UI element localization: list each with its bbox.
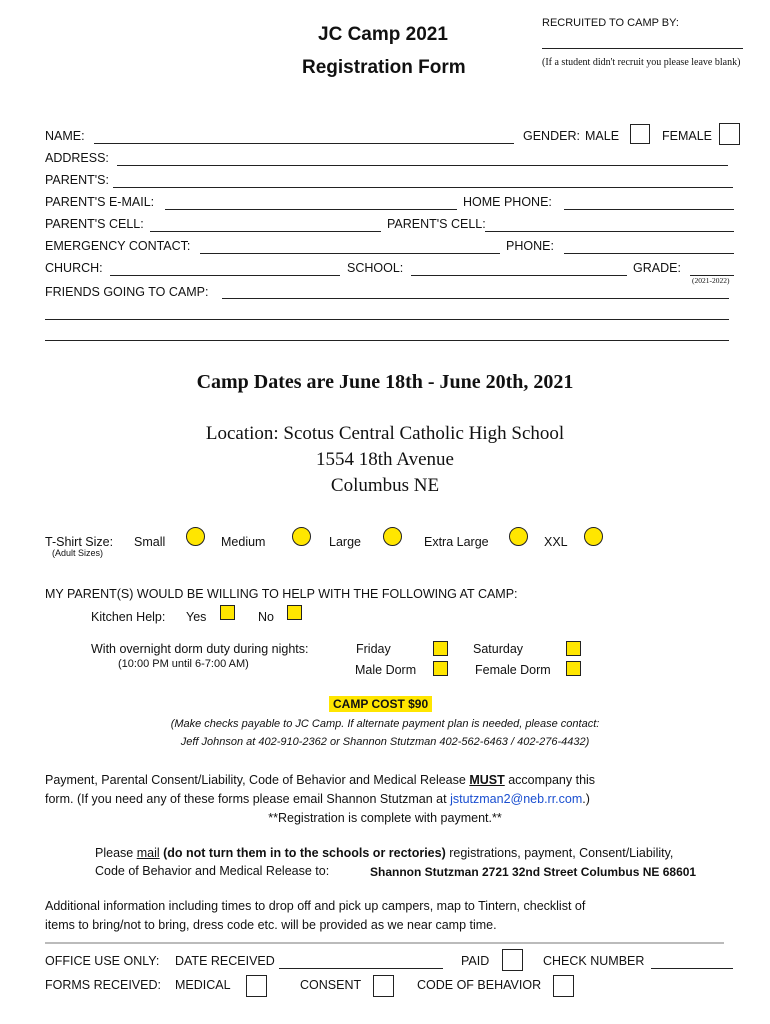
dorm-duty-label: With overnight dorm duty during nights: — [91, 642, 309, 656]
female-dorm-checkbox[interactable] — [566, 661, 581, 676]
parent-email-input-line[interactable] — [165, 209, 457, 210]
kitchen-yes-checkbox[interactable] — [220, 605, 235, 620]
size-large-radio[interactable] — [383, 527, 402, 546]
friends-label: FRIENDS GOING TO CAMP: — [45, 285, 209, 299]
school-input-line[interactable] — [411, 275, 627, 276]
home-phone-input-line[interactable] — [564, 209, 734, 210]
size-large-label: Large — [329, 535, 361, 549]
parents-label: PARENT'S: — [45, 173, 109, 187]
mail-line1: Please mail (do not turn them in to the schools or rectories) registrations, payment, Consent/Liability, — [95, 846, 674, 860]
tshirt-note: (Adult Sizes) — [52, 548, 104, 558]
code-of-behavior-label: CODE OF BEHAVIOR — [417, 978, 542, 992]
parent-cell-2-label: PARENT'S CELL: — [387, 217, 486, 231]
form-title-line1: JC Camp 2021 — [318, 24, 448, 45]
medical-checkbox[interactable] — [246, 975, 267, 997]
location-line2: 1554 18th Avenue — [316, 449, 454, 470]
female-checkbox[interactable] — [719, 123, 740, 145]
must-emphasis: MUST — [469, 773, 505, 787]
consent-checkbox[interactable] — [373, 975, 394, 997]
dorm-hours: (10:00 PM until 6-7:00 AM) — [118, 658, 249, 670]
grade-label: GRADE: — [633, 261, 681, 275]
parent-email-label: PARENT'S E-MAIL: — [45, 195, 155, 209]
emergency-contact-input-line[interactable] — [200, 253, 500, 254]
check-number-label: CHECK NUMBER — [543, 954, 645, 968]
medical-label: MEDICAL — [175, 978, 231, 992]
parent-cell-1-label: PARENT'S CELL: — [45, 217, 144, 231]
name-input-line[interactable] — [94, 143, 514, 144]
name-label: NAME: — [45, 129, 85, 143]
gender-label: GENDER: — [523, 129, 580, 143]
payment-line3: **Registration is complete with payment.** — [268, 811, 502, 825]
female-dorm-label: Female Dorm — [475, 663, 551, 677]
saturday-checkbox[interactable] — [566, 641, 581, 656]
parents-input-line[interactable] — [113, 187, 733, 188]
payment-line1: Payment, Parental Consent/Liability, Code of Behavior and Medical Release MUST accompany this — [45, 773, 596, 787]
phone-label: PHONE: — [506, 239, 554, 253]
church-input-line[interactable] — [110, 275, 340, 276]
help-heading: MY PARENT(S) WOULD BE WILLING TO HELP WITH THE FOLLOWING AT CAMP: — [45, 587, 518, 601]
check-number-input-line[interactable] — [651, 968, 733, 969]
size-small-label: Small — [134, 535, 166, 549]
parent-cell-2-input-line[interactable] — [485, 231, 734, 232]
code-of-behavior-checkbox[interactable] — [553, 975, 574, 997]
additional-line1: Additional information including times to drop off and pick up campers, map to Tintern, checklist of — [45, 899, 586, 913]
phone-input-line[interactable] — [564, 253, 734, 254]
grade-note: (2021-2022) — [692, 276, 730, 285]
kitchen-no-checkbox[interactable] — [287, 605, 302, 620]
mail-emphasis: mail — [136, 846, 160, 860]
mail-address: Shannon Stutzman 2721 32nd Street Columbus NE 68601 — [370, 865, 697, 879]
address-label: ADDRESS: — [45, 151, 109, 165]
email-link[interactable]: jstutzman2@neb.rr.com — [450, 792, 583, 806]
address-input-line[interactable] — [117, 165, 728, 166]
friends-input-line-3[interactable] — [45, 340, 729, 341]
office-divider — [45, 942, 724, 944]
date-received-input-line[interactable] — [279, 968, 443, 969]
consent-label: CONSENT — [300, 978, 362, 992]
friends-input-line-2[interactable] — [45, 319, 729, 320]
church-label: CHURCH: — [45, 261, 103, 275]
date-received-label: DATE RECEIVED — [175, 954, 275, 968]
location-line3: Columbus NE — [330, 475, 440, 496]
office-use-label: OFFICE USE ONLY: — [45, 954, 160, 968]
home-phone-label: HOME PHONE: — [463, 195, 552, 209]
saturday-label: Saturday — [473, 642, 524, 656]
form-title-line2: Registration Form — [302, 57, 466, 78]
parent-cell-1-input-line[interactable] — [150, 231, 381, 232]
male-dorm-checkbox[interactable] — [433, 661, 448, 676]
cost-note-line2: Jeff Johnson at 402-910-2362 or Shannon Stutzman 402-562-6463 / 402-276-4432) — [180, 736, 590, 748]
tshirt-label: T-Shirt Size: — [45, 535, 114, 549]
female-label: FEMALE — [662, 129, 713, 143]
recruited-note: (If a student didn't recruit you please leave blank) — [542, 57, 741, 68]
friday-checkbox[interactable] — [433, 641, 448, 656]
friday-label: Friday — [356, 642, 391, 656]
camp-cost-badge: CAMP COST $90 — [329, 696, 432, 712]
size-medium-label: Medium — [221, 535, 266, 549]
size-medium-radio[interactable] — [292, 527, 311, 546]
school-label: SCHOOL: — [347, 261, 404, 275]
camp-dates: Camp Dates are June 18th - June 20th, 2021 — [196, 371, 574, 393]
male-label: MALE — [585, 129, 620, 143]
size-xxl-radio[interactable] — [584, 527, 603, 546]
paid-label: PAID — [461, 954, 490, 968]
kitchen-no-label: No — [258, 610, 274, 624]
friends-input-line-1[interactable] — [222, 298, 729, 299]
paid-checkbox[interactable] — [502, 949, 523, 971]
size-small-radio[interactable] — [186, 527, 205, 546]
kitchen-help-label: Kitchen Help: — [91, 610, 166, 624]
mail-line2: Code of Behavior and Medical Release to: — [95, 864, 330, 878]
payment-line2: form. (If you need any of these forms please email Shannon Stutzman at jstutzman2@neb.rr.com.) — [45, 792, 590, 806]
forms-received-label: FORMS RECEIVED: — [45, 978, 161, 992]
cost-note-line1: (Make checks payable to JC Camp. If alternate payment plan is needed, please contact: — [170, 718, 600, 730]
additional-line2: items to bring/not to bring, dress code etc. will be provided as we near camp time. — [45, 918, 497, 932]
recruited-label: RECRUITED TO CAMP BY: — [542, 17, 679, 29]
size-xl-label: Extra Large — [424, 535, 489, 549]
size-xxl-label: XXL — [544, 535, 568, 549]
emergency-contact-label: EMERGENCY CONTACT: — [45, 239, 191, 253]
male-checkbox[interactable] — [630, 124, 650, 144]
kitchen-yes-label: Yes — [186, 610, 207, 624]
size-xl-radio[interactable] — [509, 527, 528, 546]
location-line1: Location: Scotus Central Catholic High School — [205, 423, 565, 444]
recruited-input-line[interactable] — [542, 48, 743, 49]
male-dorm-label: Male Dorm — [355, 663, 417, 677]
